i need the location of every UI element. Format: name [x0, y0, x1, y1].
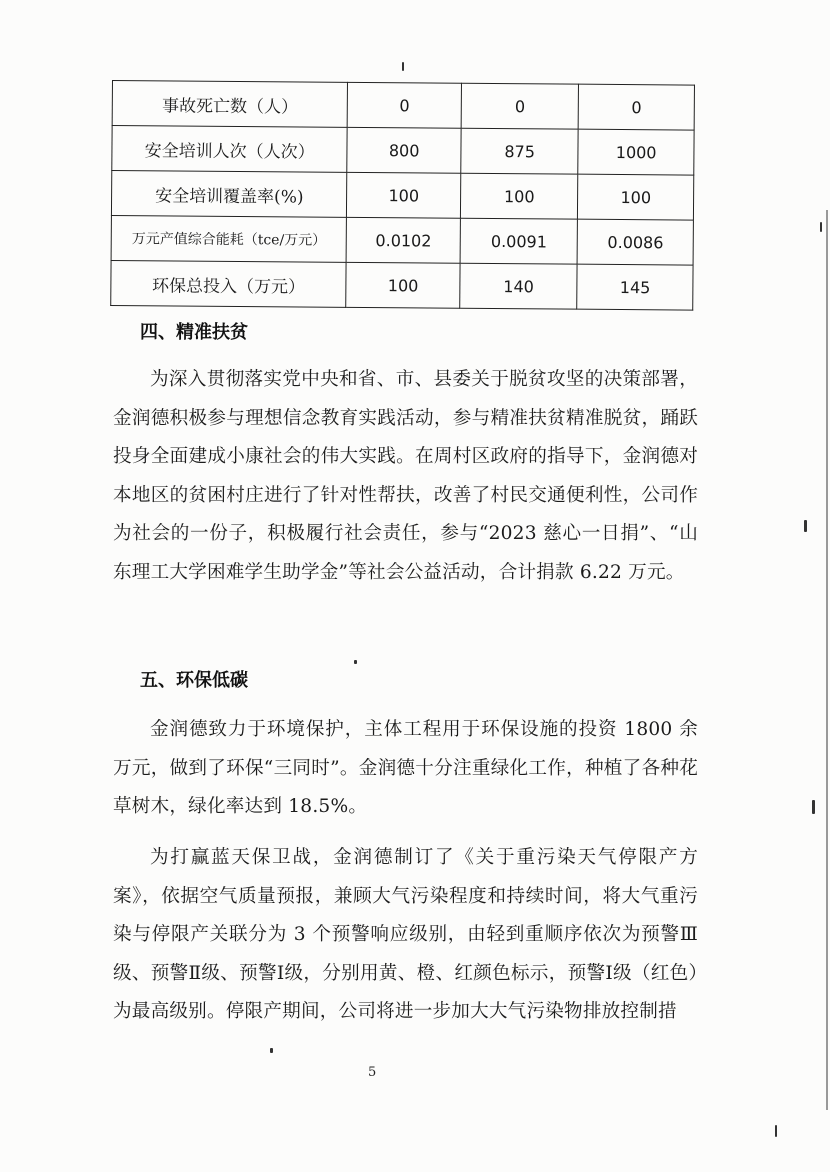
- table-cell: 0: [461, 83, 579, 129]
- table-cell: 0.0091: [460, 218, 578, 264]
- row-label: 安全培训覆盖率(%): [111, 171, 347, 218]
- row-label: 万元产值综合能耗（tce/万元）: [111, 215, 347, 262]
- table-row: [111, 260, 693, 310]
- scan-speck: [820, 222, 822, 232]
- row-label: 事故死亡数（人）: [112, 81, 348, 128]
- table-cell: 140: [460, 263, 578, 309]
- page-number: 5: [368, 1065, 377, 1080]
- row-label: 安全培训人次（人次）: [112, 126, 348, 173]
- scan-speck: [354, 660, 357, 664]
- section-heading-poverty-alleviation: 四、精准扶贫: [140, 322, 248, 343]
- scan-speck: [402, 62, 404, 71]
- paragraph-heavy-pollution-plan: 为打赢蓝天保卫战，金润德制订了《关于重污染天气停限产方案》，依据空气质量预报，兼顾大气污染程度和持续时间，将大气重污染与停限产关联分为 3 个预警响应级别，由轻到重顺序依次为预警Ⅲ级、预警Ⅱ级、预警Ⅰ级，分别用黄、橙、红颜色标示，预警Ⅰ级（红色）为最高级别。停限产期间，公司将进一步加大大气污染物排放控制措: [113, 847, 698, 1022]
- paragraph-environmental-investment: 金润德致力于环境保护，主体工程用于环保设施的投资 1800 余万元，做到了环保“三同时”。金润德十分注重绿化工作，种植了各种花草树木，绿化率达到 18.5%。: [113, 719, 698, 817]
- table-row: [112, 126, 694, 176]
- table-cell: 0.0102: [347, 217, 461, 263]
- table-cell: 0: [579, 84, 695, 130]
- table-row: [112, 81, 694, 131]
- table-cell: 145: [577, 264, 693, 310]
- table-cell: 0: [348, 82, 462, 128]
- statistics-table: [110, 80, 695, 311]
- table-cell: 100: [578, 174, 694, 220]
- scan-speck: [775, 1125, 777, 1137]
- scan-speck: [270, 1048, 273, 1053]
- row-label: 环保总投入（万元）: [111, 260, 347, 307]
- paragraph-poverty-alleviation: 为深入贯彻落实党中央和省、市、县委关于脱贫攻坚的决策部署，金润德积极参与理想信念教育实践活动，参与精准扶贫精准脱贫，踊跃投身全面建成小康社会的伟大实践。在周村区政府的指导下，金润德对本地区的贫困村庄进行了针对性帮扶，改善了村民交通便利性，公司作为社会的一份子，积极履行社会责任，参与“2023 慈心一日捐”、“山东理工大学困难学生助学金”等社会公益活动，合计捐款 6.22 万元。: [113, 369, 698, 583]
- table-cell: 0.0086: [578, 219, 694, 265]
- table-cell: 100: [346, 262, 460, 308]
- table-cell: 875: [461, 128, 579, 174]
- table-cell: 100: [347, 172, 461, 218]
- scan-speck: [812, 800, 815, 814]
- table-cell: 800: [347, 127, 461, 173]
- scan-speck: [804, 520, 807, 532]
- table-row: [111, 215, 693, 265]
- table-cell: 100: [460, 173, 578, 219]
- section-heading-environmental-protection: 五、环保低碳: [140, 670, 248, 691]
- table-row: [111, 171, 693, 221]
- scan-edge-shadow: [826, 210, 828, 1110]
- table-cell: 1000: [578, 129, 694, 175]
